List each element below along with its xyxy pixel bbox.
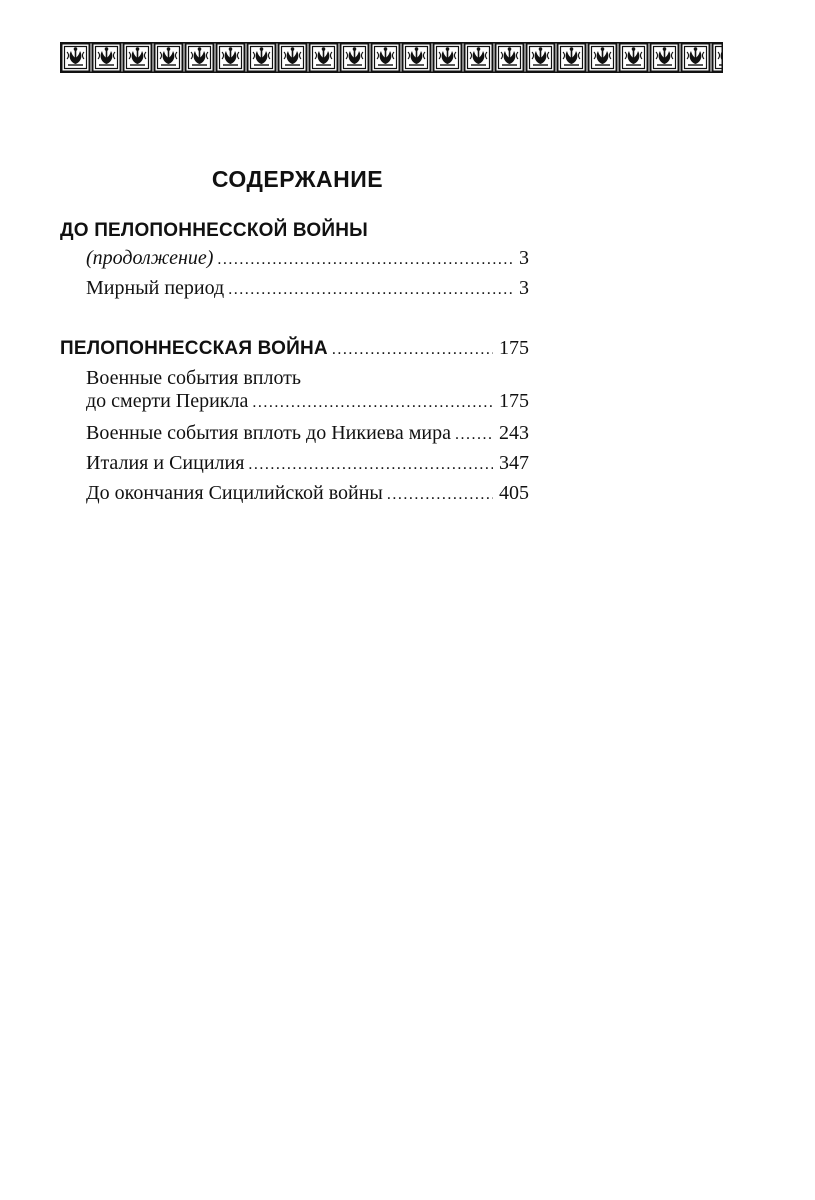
- toc-entry[interactable]: [86, 482, 529, 505]
- toc-section-entry[interactable]: [60, 337, 529, 360]
- toc-entry-page: 243: [499, 422, 529, 444]
- toc-entry-label: (продолжение): [86, 247, 214, 269]
- toc-entry-page: 175: [499, 337, 529, 359]
- dot-leader: [248, 456, 493, 474]
- toc-entry[interactable]: [86, 277, 529, 300]
- toc-entry-page: 3: [519, 247, 529, 269]
- section-heading: ПЕЛОПОННЕССКАЯ ВОЙНА: [60, 338, 328, 359]
- toc-entry-page: 405: [499, 482, 529, 504]
- toc-entry-label: Военные события вплоть до Никиева мира: [86, 422, 451, 444]
- toc-entry-label: до смерти Перикла: [86, 390, 249, 412]
- toc-entry-page: 347: [499, 452, 529, 474]
- page-title: СОДЕРЖАНИЕ: [211, 166, 384, 192]
- dot-leader: [455, 426, 493, 444]
- dot-leader: [217, 251, 513, 269]
- toc-entry[interactable]: [86, 390, 529, 413]
- toc-entry[interactable]: [86, 422, 529, 445]
- toc-entry[interactable]: [86, 247, 529, 270]
- toc-entry-page: 175: [499, 390, 529, 412]
- ornamental-border-icon: [60, 42, 723, 73]
- toc-entry-label: Италия и Сицилия: [86, 452, 245, 474]
- toc-entry-label: Мирный период: [86, 277, 225, 299]
- toc-entry-page: 3: [519, 277, 529, 299]
- toc-entry-label: До окончания Сицилийской войны: [86, 482, 383, 504]
- section-heading: ДО ПЕЛОПОННЕССКОЙ ВОЙНЫ: [60, 220, 368, 241]
- toc-entry-label-line1: Военные события вплоть: [86, 367, 302, 389]
- toc-entry[interactable]: [86, 452, 529, 475]
- dot-leader: [228, 281, 513, 299]
- dot-leader: [387, 486, 493, 504]
- dot-leader: [332, 341, 493, 359]
- dot-leader: [252, 394, 493, 412]
